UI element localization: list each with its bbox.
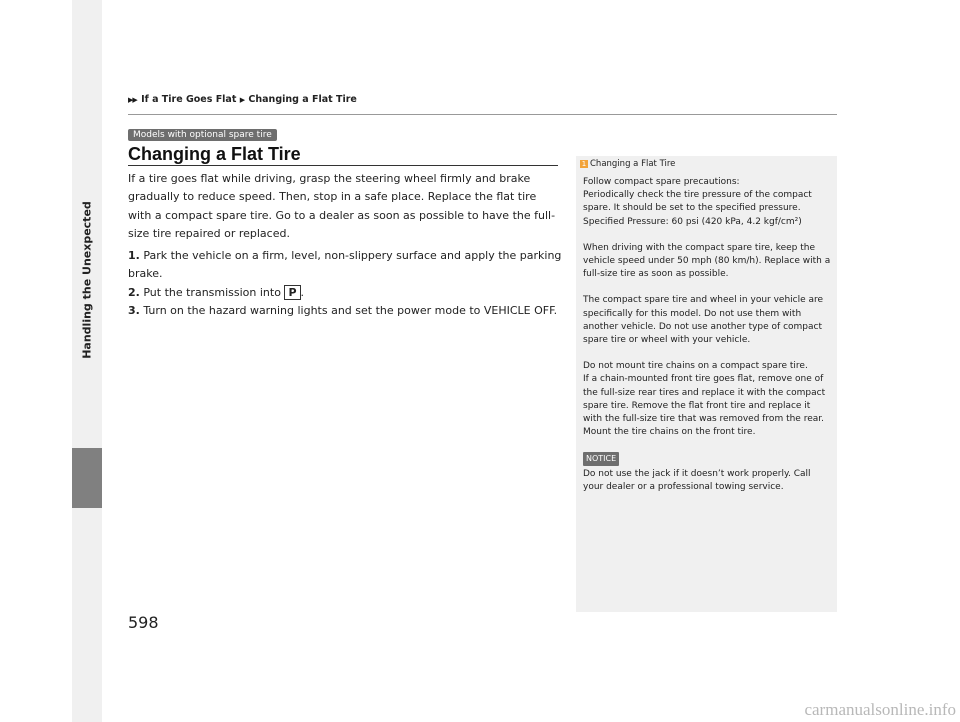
note-text: Specified Pressure: 60 psi (420 kPa, 4.2 kgf/cm²) <box>583 216 802 227</box>
page-title: Changing a Flat Tire <box>128 144 301 164</box>
note-paragraph: The compact spare tire and wheel in your vehicle are specifically for this model. Do not use them with another vehicle. Do not use another type of compact spare tire or wheel with your vehicle. <box>583 295 824 346</box>
breadcrumb-link-flat-tire[interactable]: If a Tire Goes Flat <box>141 94 237 105</box>
model-badge: Models with optional spare tire <box>128 129 277 141</box>
step-3 <box>128 302 568 320</box>
breadcrumb <box>128 94 357 105</box>
note-paragraph: When driving with the compact spare tire, keep the vehicle speed under 50 mph (80 km/h). Replace with a full-size tire as soon as possible. <box>583 242 831 280</box>
reference-icon: 1 <box>581 159 587 168</box>
note-text: Periodically check the tire pressure of the compact spare. It should be set to the specified pressure. <box>583 190 812 214</box>
breadcrumb-current: Changing a Flat Tire <box>248 94 357 105</box>
watermark: carmanualsonline.info <box>804 700 956 719</box>
note-heading <box>580 159 675 169</box>
steps-list <box>128 247 568 321</box>
step-text: Turn on the hazard warning lights and set the power mode to VEHICLE OFF. <box>143 304 558 318</box>
note-text: Follow compact spare precautions: <box>583 177 740 187</box>
note-paragraph <box>583 360 831 439</box>
step-text: Put the transmission into <box>143 285 285 299</box>
note-paragraph: Do not use the jack if it doesn’t work properly. Call your dealer or a professional towing service. <box>583 468 811 492</box>
note-body <box>583 176 831 507</box>
note-paragraph <box>583 176 831 229</box>
title-underline <box>128 165 558 166</box>
step-number: 3. <box>128 304 140 318</box>
step-2 <box>128 284 568 302</box>
step-text-end: . <box>300 285 305 299</box>
note-heading-label[interactable]: Changing a Flat Tire <box>590 159 676 169</box>
step-text: Park the vehicle on a firm, level, non-slippery surface and apply the parking brake. <box>128 249 562 281</box>
step-number: 1. <box>128 249 140 262</box>
notice-badge: NOTICE <box>583 452 619 465</box>
note-text: If a chain-mounted front tire goes flat, remove one of the full-size rear tires and replace it with the compact spare tire. Remove the flat front tire and replace it with the full-size tire that was removed from the rear. Mount the tire chains on the front tire. <box>583 374 826 438</box>
park-position-icon: P <box>284 285 300 300</box>
header-divider <box>128 114 837 115</box>
breadcrumb-arrow-icon: ▶ <box>239 96 245 104</box>
step-number: 2. <box>128 285 140 299</box>
side-tab <box>72 0 102 722</box>
side-note-panel <box>576 156 837 612</box>
step-1 <box>128 247 568 284</box>
breadcrumb-arrow-icon: ▶▶ <box>128 96 137 104</box>
side-tab-marker <box>72 448 102 508</box>
note-text: Do not mount tire chains on a compact spare tire. <box>583 361 808 372</box>
intro-paragraph: If a tire goes flat while driving, grasp the steering wheel firmly and brake gradually to reduce speed. Then, stop in a safe place. Replace the flat tire with a compact spare tire. Go to a dealer as soon as possible to have the full-size tire repaired or replaced. <box>128 172 556 241</box>
side-tab-label: Handling the Unexpected <box>80 201 94 359</box>
page-number: 598 <box>128 613 159 632</box>
